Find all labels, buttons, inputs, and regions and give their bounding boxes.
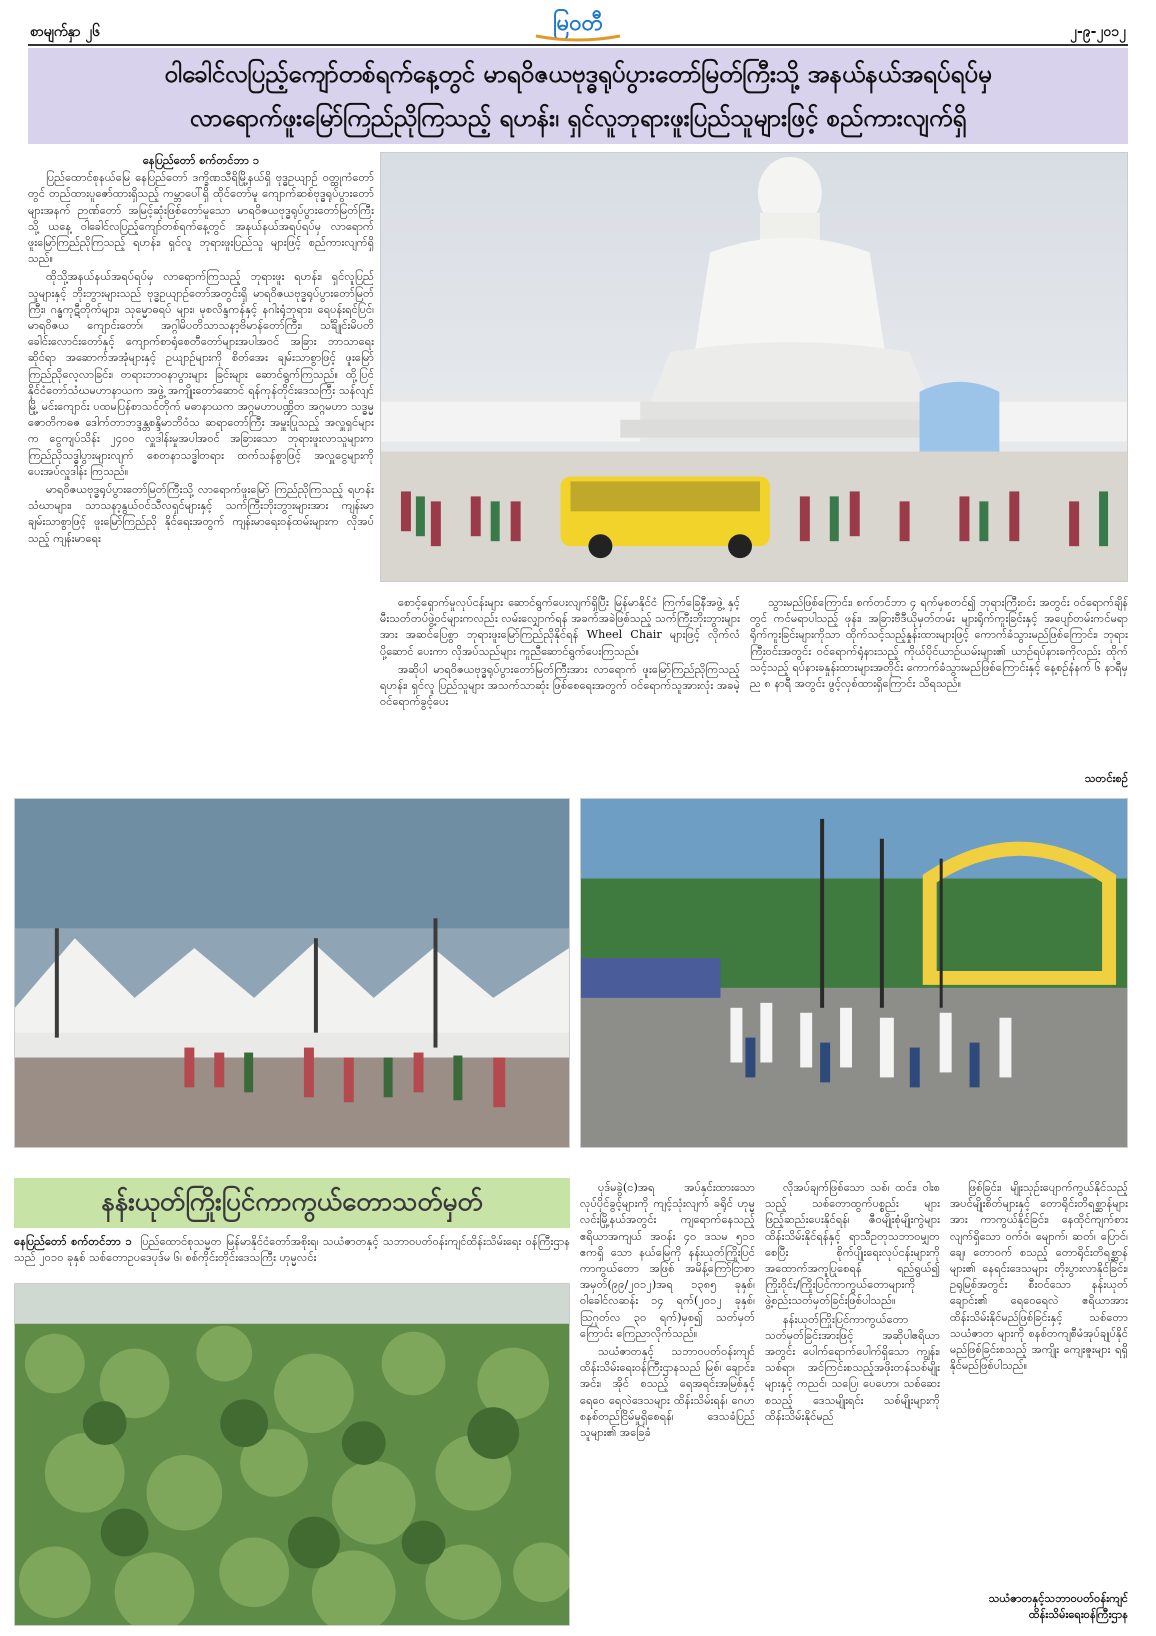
article1-column-3 — [750, 595, 1128, 770]
article2-paragraph: ပုဒ်မခွဲ(င)အရ အပ်နှင်းထားသော လုပ်ပိုင်ခွင့်များကို ကျင့်သုံးလျက် ခရိုင် ဟုမ္မလင်းမြို့နယ်အတွင်း ကျရောက်နေသည့် ဧရိယာအကျယ် အဝန်း ၄၀ ဒသမ ၅၁၁ ဧကရှိ သော နယ်မြေကို နန်းယုတ်ကြိုးပြင်ကာကွယ်တော အဖြစ် အမိန့်ကြော်ငြာစာအမှတ်(၉၉/၂၀၁၂)အရ ၁၃၈၅ ခုနှစ်၊ ဝါခေါင်လဆန်း ၁၄ ရက်(၂၀၁၂ ခုနှစ်၊ ဩဂုတ်လ ၃၀ ရက်)မှစ၍ သတ်မှတ်ကြောင်း ကြေညာလိုက်သည်။ — [580, 1181, 755, 1340]
road-procession-photo — [580, 798, 1128, 1148]
logo-text: မြဝတီ — [552, 10, 604, 36]
article2-paragraph: လိုအပ်ချက်ဖြစ်သော သစ်၊ ထင်း၊ ဝါးစသည့် သစ်တောထွက်ပစ္စည်း များ ဖြည့်ဆည်းပေးနိုင်ရန်၊ ဇီဝမျိုးစုံမျိုးကွဲများ ထိန်းသိမ်းနိုင်ရန်နှင့် ရာသီဥတုသဘာဝမျှတစေပြီး စိုက်ပျိုးရေးလုပ်ငန်းများကို အထောက်အကူပြုစေရန် ရည်ရွယ်၍ ကြိုးဝိုင်း/ကြိုးပြင်ကာကွယ်တောများကို ဖွဲ့စည်းသတ်မှတ်ခြင်းဖြစ်ပါသည်။ — [765, 1181, 940, 1308]
article1-byline: သတင်းစဉ် — [1084, 771, 1128, 785]
article1-paragraph: ပြည်ထောင်စုနယ်မြေ နေပြည်တော် ဒက္ခိဏသီရိမြို့နယ်ရှိ ဗုဒ္ဓဥယျာဉ် ဝတ္ထုကံတော်တွင် တည်ထားပူဇော်ထားရှိသည့် ကမ္ဘာပေါ်ရှိ ထိုင်တော်မူ ကျောက်ဆစ်ဗုဒ္ဓရုပ်ပွားတော်များအနက် ဉာဏ်တော် အမြင့်ဆုံးဖြစ်တော်မူသော မာရဝိဇယဗုဒ္ဓရုပ်ပွားတော်မြတ်ကြီးသို့ ယနေ့ ဝါခေါင်လပြည့်ကျော်တစ်ရက်နေ့တွင် အနယ်နယ်အရပ်ရပ်မှ လာရောက်ဖူးမြော်ကြည်ညိုကြသည့် ရဟန်း၊ ရှင်လူ ဘုရားဖူးပြည်သူ များဖြင့် စည်ကားလျက်ရှိသည်။ — [28, 171, 374, 266]
article2-column-4 — [950, 1180, 1128, 1585]
article1-dateline: နေပြည်တော် စက်တင်ဘာ ၁ — [142, 153, 260, 167]
page-number: စာမျက်နှာ ၂၆ — [30, 24, 101, 40]
article2-paragraph: နန်းယုတ်ကြိုးပြင်ကာကွယ်တော သတ်မှတ်ခြင်းအားဖြင့် အဆိုပါဧရိယာအတွင်း ပေါက်ရောက်ပေါက်ရှိသော ကျွန်း၊ သစ်ရာ၊ အင်ကြင်းစသည့်အဖိုးတန်သစ်မျိုးများနှင့် ကညင်၊ သပြေ၊ ပေဟော၊ သစ်ဆေး စသည့် ဒေသမျိုးရင်း သစ်မျိုးများကို ထိန်းသိမ်းနိုင်မည် — [765, 1312, 940, 1423]
forest-photo — [14, 1283, 570, 1626]
pagodas-photo — [14, 798, 570, 1148]
article2-column-2 — [580, 1180, 755, 1626]
main-headline — [28, 48, 1128, 144]
article1-paragraph: အဆိုပါ မာရဝိဇယဗုဒ္ဓရုပ်ပွားတော်မြတ်ကြီးအား လာရောက် ဖူးမြော်ကြည်ညိုကြသည့် ရဟန်း၊ ရှင်လူ ပြည်သူများ အသက်သာဆုံး ဖြစ်စေရေးအတွက် ဝင်ရောက်သူအားလုံး အခမဲ့ဝင်ရောက်ခွင့်ပေး — [380, 662, 740, 709]
newspaper-logo — [518, 4, 638, 44]
article1-paragraph: ထိုသို့အနယ်နယ်အရပ်ရပ်မှ လာရောက်ကြသည့် ဘုရားဖူး ရဟန်း၊ ရှင်လူပြည်သူများနှင့် ဘိုးဘွားများသည် ဗုဒ္ဓဥယျာဉ်တော်အတွင်းရှိ မာရဝိဇယဗုဒ္ဓရုပ်ပွားတော်မြတ်ကြီး၊ ဂန္ဓကုဋီတိုက်များ၊ သုမ္မောဓရပ် များ၊ မုစလိန္ဒကန်နှင့် နဂါးရုံဘုရား၊ ရေပန်းရင်ပြင်၊ မာရဝိဇယ ကျောင်းတော်၊ အဂ္ဂါမိပတိသာသနာ့ဗိမာန်တော်ကြီး၊ သင်္ချိုင်းမိပတိ ခေါင်းလောင်းတော်နှင့် ကျောက်စာရုံစေတီတော်များအပါအဝင် အခြား ဘာသာရေးဆိုင်ရာ အဆောက်အအုံများနှင့် ဥယျာဉ်များကို စိတ်အေး ချမ်းသာစွာဖြင့် ဖူးမြော်ကြည်ညိုလေ့လာခြင်း၊ တရားဘာဝနာပွားများ ခြင်းများ ဆောင်ရွက်ကြသည်။ ထို့ပြင် နိုင်ငံတော်သံဃမဟာနာယက အဖွဲ့ အကျိုးတော်ဆောင် ရန်ကုန်တိုင်းဒေသကြီး သန်လျင်မြို့ မင်းကျောင်း ပထမပြန်စာသင်တိုက် မဓာနာယက အဂ္ဂမဟာပဏ္ဍိတ အဂ္ဂမဟာ သဒ္ဓမ္မဇောတိကဓဇ ဒေါက်တာဘဒ္ဒန္တစန္ဒိမာဘိဝံသ ဆရာတော်ကြီး အမှူးပြုသည့် အလှူရှင်များက ငွေကျပ်သိန်း ၂၄၀၀ လှူဒါန်းမှုအပါအဝင် အခြားသော ဘုရားဖူးလာသူများက ကြည်ညိုသဒ္ဓါပွားများလျက် စေတနာသဒ္ဓါတရား ထက်သန်စွာဖြင့် အလှူငွေများကို ပေးအပ်လှူဒါန်း ကြသည်။ — [28, 270, 374, 478]
buddha-statue-photo — [380, 152, 1128, 582]
article2-paragraph: ဖြစ်ခြင်း၊ မျိုးသုဉ်းပျောက်ကွယ်နိုင်သည့် အပင်မျိုးစိတ်များနှင့် တောရိုင်းတိရစ္ဆာန်များအား ကာကွယ်နိုင်ခြင်း၊ နေထိုင်ကျက်စားလျက်ရှိသော ဝက်ဝံ၊ မျောက်၊ ဆတ်၊ ပြောင်၊ ချေ၊ တောဝက် စသည့် တောရိုင်းတိရစ္ဆာန်များ၏ နေရင်းဒေသများ တိုးပွားလာနိုင်ခြင်း၊ ဥရုမြစ်အတွင်း စီးဝင်သော နန်းယုတ်ချောင်း၏ ရေဝေရေလဲ ဧရိယာအား ထိန်းသိမ်းနိုင်မည်ဖြစ်ခြင်းနှင့် သစ်တောသယံဇာတ များကို စနစ်တကျစီမံအုပ်ချုပ်နိုင်မည်ဖြစ်ခြင်းစသည့် အကျိုး ကျေးဇူးများ ရရှိနိုင်မည်ဖြစ်ပါသည်။ — [950, 1181, 1128, 1373]
article1-paragraph: မာရဝိဇယဗုဒ္ဓရုပ်ပွားတော်မြတ်ကြီးသို့ လာရောက်ဖူးမြော် ကြည်ညိုကြသည့် ရဟန်းသံဃာများ၊ သာသနာ့နွယ်ဝင်သီလရှင်များနှင့် သက်ကြီးဘိုးဘွားများအား ကျန်းမာချမ်းသာစွာဖြင့် ဖူးမြော်ကြည်ညို နိုင်ရေးအတွက် ကျန်းမာရေးဝန်ထမ်းများက လိုအပ်သည့် ကျန်းမာရေး — [28, 483, 374, 545]
article1-paragraph: စောင့်ရှောက်မှုလုပ်ငန်းများ ဆောင်ရွက်ပေးလျက်ရှိပြီး မြန်မာနိုင်ငံ ကြက်ခြေနီအဖွဲ့ နှင့် မီးသတ်တပ်ဖွဲ့ဝင်များကလည်း လမ်းလျှောက်ရန် အခက်အခဲဖြစ်သည့် သက်ကြီးဘိုးဘွားများအား အဆင်ပြေစွာ ဘုရားဖူးမြော်ကြည်ညိုနိုင်ရန် Wheel Chair များဖြင့် လိုက်လံပို့ဆောင် ပေးကာ လိုအပ်သည်များ ကူညီဆောင်ရွက်ပေးကြသည်။ — [380, 596, 740, 658]
article1-column-1 — [28, 152, 374, 817]
article2-paragraph: ပြည်ထောင်စုသမ္မတ မြန်မာနိုင်ငံတော်အစိုးရ၊ သယံဇာတနှင့် သဘာဝပတ်ဝန်းကျင်ထိန်းသိမ်းရေး ဝန်ကြီးဌာနသည် ၂၀၁၀ ခုနှစ် သစ်တောဥပဒေပုဒ်မ ၆၊ စစ်ကိုင်းတိုင်းဒေသကြီး ဟုမ္မလင်း — [14, 1235, 570, 1265]
article2-paragraph: သယံဇာတနှင့် သဘာဝပတ်ဝန်းကျင်ထိန်းသိမ်းရေးဝန်ကြီးဌာနသည် မြစ်၊ ချောင်း၊ အင်း၊ အိုင် စသည့် ရေအရင်းအမြစ်နှင့် ရေဝေ ရေလဲဒေသများ ထိန်းသိမ်းရန်၊ ဂေဟစနစ်တည်ငြိမ်မှုရှိစေရန်၊ ဒေသခံပြည်သူများ၏ အခြေခံ — [580, 1345, 755, 1440]
headline-line-1: ဝါခေါင်လပြည့်ကျော်တစ်ရက်နေ့တွင် မာရဝိဇယဗုဒ္ဓရုပ်ပွားတော်မြတ်ကြီးသို့ အနယ်နယ်အရပ်ရပ်မှ — [164, 59, 992, 88]
credit-line-1: သယံဇာတနှင့်သဘာဝပတ်ဝန်းကျင် — [988, 1591, 1128, 1605]
issue-date: ၂-၉-၂၀၁၂ — [1070, 24, 1126, 40]
article2-credit — [900, 1590, 1128, 1626]
article1-paragraph: သွားမည်ဖြစ်ကြောင်း၊ စက်တင်ဘာ ၄ ရက်မှစတင်၍ ဘုရားကြီးဝင်း အတွင်း ဝင်ရောက်ချိန်တွင် ကင်မရာပါသည့် ဖုန်း၊ အခြားဗီဒီယိုမှတ်တမ်း များရိုက်ကူးခြင်းနှင့် အပျော်တမ်းကင်မရာရိုက်ကူးခြင်းများကိုသာ ထိုက်သင့်သည့်နှုန်းထားများဖြင့် ကောက်ခံသွားမည်ဖြစ်ကြောင်း၊ ဘုရားကြီးဝင်းအတွင်း ဝင်ရောက်ရုံနားသည့် ကိုယ်ပိုင်ယာဉ်ယမ်းများ၏ ယာဉ်ရပ်နားခကိုလည်း ထိုက်သင့်သည့် ရပ်နားခနှုန်းထားများအတိုင်း ကောက်ခံသွားမည်ဖြစ်ကြောင်းနှင့် နေ့စဉ်နံနက် ၆ နာရီမှ ည ၈ နာရီ အတွင်း ဖွင့်လှစ်ထားရှိကြောင်း သိရသည်။ — [750, 596, 1128, 691]
credit-line-2: ထိန်းသိမ်းရေးဝန်ကြီးဌာန — [1028, 1607, 1128, 1622]
article2-headline: နန်းယုတ်ကြိုးပြင်ကာကွယ်တောသတ်မှတ် — [14, 1178, 570, 1228]
headline-line-2: လာရောက်ဖူးမြော်ကြည်ညိုကြသည့် ရဟန်း၊ ရှင်လူဘုရားဖူးပြည်သူများဖြင့် စည်ကားလျက်ရှိ — [189, 103, 967, 132]
masthead-rule — [28, 44, 1128, 46]
article2-column-3 — [765, 1180, 940, 1626]
masthead — [0, 0, 1156, 46]
article2-intro — [14, 1233, 570, 1273]
article2-dateline: နေပြည်တော် စက်တင်ဘာ ၁ — [14, 1234, 132, 1248]
article1-column-2 — [380, 595, 740, 785]
